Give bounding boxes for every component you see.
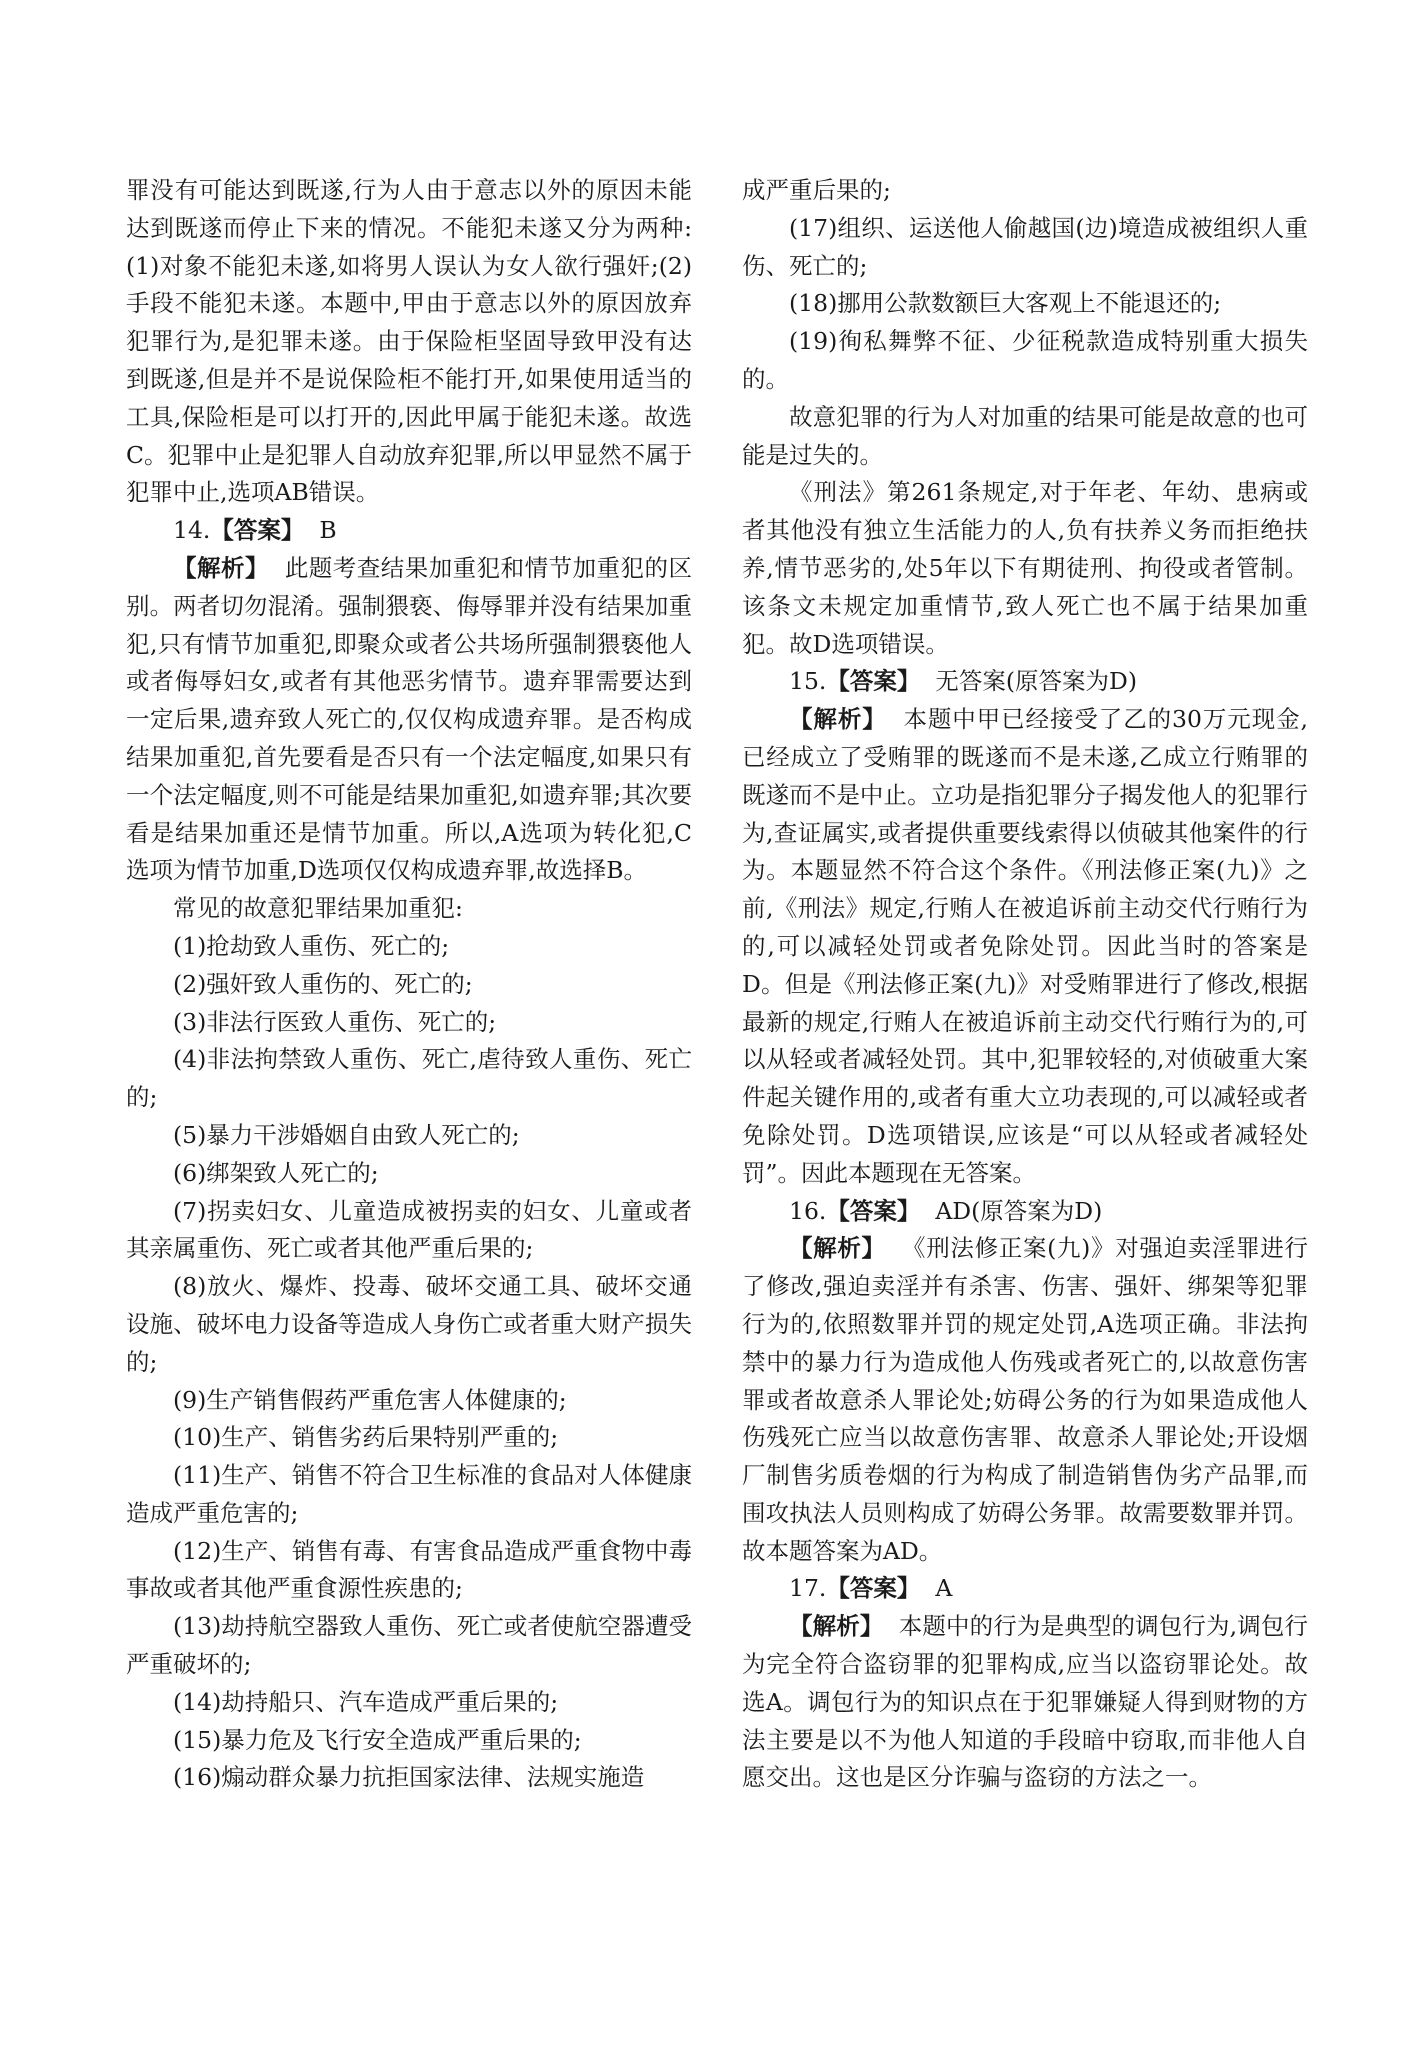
left-column <box>126 172 692 1797</box>
analysis-paragraph <box>126 550 692 890</box>
analysis-paragraph <box>742 701 1308 1192</box>
list-item: (1)抢劫致人重伤、死亡的; <box>173 931 450 960</box>
analysis-label: 【解析】 <box>789 1234 886 1263</box>
analysis-paragraph <box>742 1608 1308 1797</box>
list-item: (11)生产、销售不符合卫生标准的食品对人体健康造成严重危害的; <box>126 1461 692 1527</box>
paragraph: 《刑法》第261条规定,对于年老、年幼、患病或者其他没有独立生活能力的人,负有扶养义务而拒绝扶养,情节恶劣的,处5年以下有期徒刑、拘役或者管制。该条文未规定加重情节,致人死亡也不属于结果加重犯。故D选项错误。 <box>742 478 1308 658</box>
list-item: (5)暴力干涉婚姻自由致人死亡的; <box>173 1120 520 1149</box>
list-item: (9)生产销售假药严重危害人体健康的; <box>173 1385 567 1414</box>
question-number: 16. <box>789 1196 827 1225</box>
list-item: (14)劫持船只、汽车造成严重后果的; <box>173 1687 559 1716</box>
list-item: (16)煽动群众暴力抗拒国家法律、法规实施造 <box>173 1763 645 1792</box>
answer-line <box>742 663 1308 701</box>
paragraph: 故意犯罪的行为人对加重的结果可能是故意的也可能是过失的。 <box>742 402 1308 469</box>
list-item: (18)挪用公款数额巨大客观上不能退还的; <box>789 289 1222 318</box>
analysis-paragraph <box>742 1230 1308 1570</box>
question-number: 15. <box>789 667 827 696</box>
paragraph: 罪没有可能达到既遂,行为人由于意志以外的原因未能达到既遂而停止下来的情况。不能犯未遂又分为两种:(1)对象不能犯未遂,如将男人误认为女人欲行强奸;(2)手段不能犯未遂。本题中,甲由于意志以外的原因放弃犯罪行为,是犯罪未遂。由于保险柜坚固导致甲没有达到既遂,但是并不是说保险柜不能打开,如果使用适当的工具,保险柜是可以打开的,因此甲属于能犯未遂。故选C。犯罪中止是犯罪人自动放弃犯罪,所以甲显然不属于犯罪中止,选项AB错误。 <box>126 176 692 507</box>
list-item: (12)生产、销售有毒、有害食品造成严重食物中毒事故或者其他严重食源性疾患的; <box>126 1536 692 1603</box>
answer-value: A <box>935 1574 953 1603</box>
question-number: 14. <box>173 516 211 545</box>
list-item: (2)强奸致人重伤的、死亡的; <box>173 969 473 998</box>
answer-line <box>742 1570 1308 1608</box>
analysis-text: 本题中甲已经接受了乙的30万元现金,已经成立了受贿罪的既遂而不是未遂,乙成立行贿罪的既遂而不是中止。立功是指犯罪分子揭发他人的犯罪行为,查证属实,或者提供重要线索得以侦破其他案件的行为。本题显然不符合这个条件。《刑法修正案(九)》之前,《刑法》规定,行贿人在被追诉前主动交代行贿行为的,可以减轻处罚或者免除处罚。因此当时的答案是D。但是《刑法修正案(九)》对受贿罪进行了修改,根据最新的规定,行贿人在被追诉前主动交代行贿行为的,可以从轻或者减轻处罚。其中,犯罪较轻的,对侦破重大案件起关键作用的,或者有重大立功表现的,可以减轻或者免除处罚。D选项错误,应该是“可以从轻或者减轻处罚”。因此本题现在无答案。 <box>742 705 1308 1187</box>
list-item: (8)放火、爆炸、投毒、破坏交通工具、破坏交通设施、破坏电力设备等造成人身伤亡或者重大财产损失的; <box>126 1272 692 1376</box>
analysis-label: 【解析】 <box>173 553 269 582</box>
question-number: 17. <box>789 1574 827 1603</box>
list-item: (7)拐卖妇女、儿童造成被拐卖的妇女、儿童或者其亲属重伤、死亡或者其他严重后果的; <box>126 1196 692 1263</box>
answer-label: 【答案】 <box>210 516 305 545</box>
analysis-label: 【解析】 <box>789 705 887 734</box>
answer-value: B <box>319 516 337 545</box>
list-item: (13)劫持航空器致人重伤、死亡或者使航空器遭受严重破坏的; <box>126 1612 692 1679</box>
list-item: (17)组织、运送他人偷越国(边)境造成被组织人重伤、死亡的; <box>742 213 1308 280</box>
list-item: (4)非法拘禁致人重伤、死亡,虐待致人重伤、死亡的; <box>126 1045 692 1112</box>
answer-label: 【答案】 <box>826 1196 921 1225</box>
analysis-label: 【解析】 <box>789 1612 884 1641</box>
answer-line <box>742 1193 1308 1231</box>
analysis-text: 本题中的行为是典型的调包行为,调包行为完全符合盗窃罪的犯罪构成,应当以盗窃罪论处。故选A。调包行为的知识点在于犯罪嫌疑人得到财物的方法主要是以不为他人知道的手段暗中窃取,而非他人自愿交出。这也是区分诈骗与盗窃的方法之一。 <box>742 1612 1308 1792</box>
answer-value: AD(原答案为D) <box>935 1196 1103 1225</box>
list-item: (6)绑架致人死亡的; <box>173 1158 379 1187</box>
list-item: (3)非法行医致人重伤、死亡的; <box>173 1007 497 1036</box>
answer-value: 无答案(原答案为D) <box>935 667 1138 696</box>
list-item: (15)暴力危及飞行安全造成严重后果的; <box>173 1725 582 1754</box>
list-item: (10)生产、销售劣药后果特别严重的; <box>173 1423 559 1452</box>
right-column <box>742 172 1308 1797</box>
answer-label: 【答案】 <box>826 667 921 696</box>
paragraph: 成严重后果的; <box>742 176 891 204</box>
answer-line <box>126 512 692 550</box>
answer-label: 【答案】 <box>826 1574 921 1603</box>
analysis-text: 此题考查结果加重犯和情节加重犯的区别。两者切勿混淆。强制猥亵、侮辱罪并没有结果加重犯,只有情节加重犯,即聚众或者公共场所强制猥亵他人或者侮辱妇女,或者有其他恶劣情节。遗弃罪需要达到一定后果,遗弃致人死亡的,仅仅构成遗弃罪。是否构成结果加重犯,首先要看是否只有一个法定幅度,如果只有一个法定幅度,则不可能是结果加重犯,如遗弃罪;其次要看是结果加重还是情节加重。所以,A选项为转化犯,C选项为情节加重,D选项仅仅构成遗弃罪,故选择B。 <box>126 553 692 885</box>
analysis-text: 《刑法修正案(九)》对强迫卖淫罪进行了修改,强迫卖淫并有杀害、伤害、强奸、绑架等犯罪行为的,依照数罪并罚的规定处罚,A选项正确。非法拘禁中的暴力行为造成他人伤残或者死亡的,以故意伤害罪或者故意杀人罪论处;妨碍公务的行为如果造成他人伤残死亡应当以故意伤害罪、故意杀人罪论处;开设烟厂制售劣质卷烟的行为构成了制造销售伪劣产品罪,而围攻执法人员则构成了妨碍公务罪。故需要数罪并罚。故本题答案为AD。 <box>742 1234 1308 1565</box>
list-heading: 常见的故意犯罪结果加重犯: <box>173 894 463 923</box>
list-item: (19)徇私舞弊不征、少征税款造成特别重大损失的。 <box>742 327 1308 393</box>
